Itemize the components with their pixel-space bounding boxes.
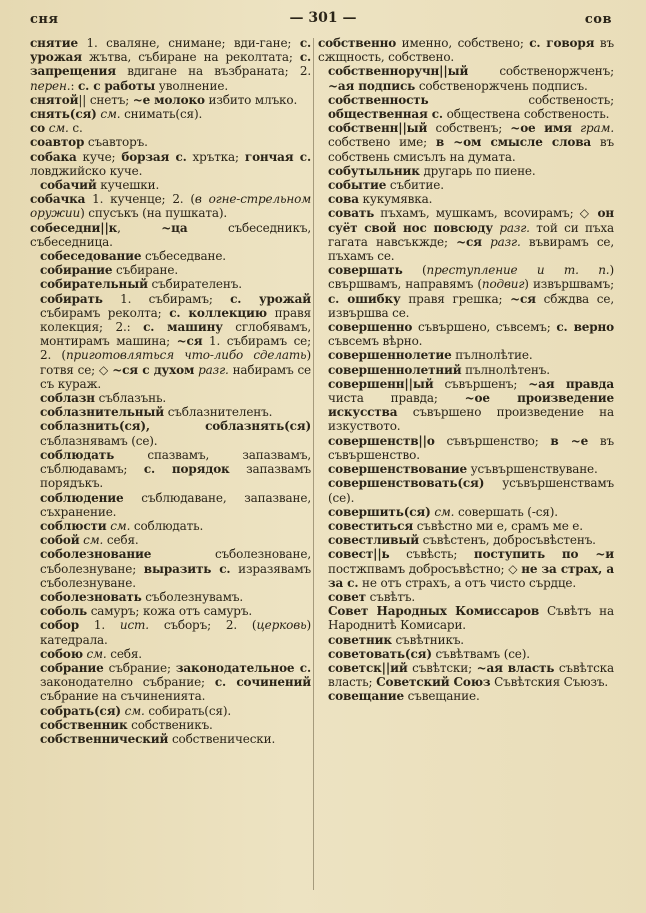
headword-text: совершенствование xyxy=(328,462,467,477)
headword-text: снятой xyxy=(30,92,79,107)
headword-text: ~ое произведение искусства xyxy=(328,391,614,420)
definition-text: не отъ страхъ, а отъ чисто сърдце. xyxy=(358,575,577,590)
headword-text: совершенно xyxy=(328,320,413,335)
definition-text: 1. кученце; 2. ( xyxy=(85,192,195,207)
headword-text: собственно xyxy=(318,36,397,50)
headword-text: в ~ом смысле слова xyxy=(435,135,592,150)
definition-text: самуръ; кожа отъ самуръ. xyxy=(87,604,252,619)
headword-text: соблазн xyxy=(40,391,95,406)
dictionary-entry xyxy=(30,135,311,149)
headword-text: собой xyxy=(40,533,80,548)
definition-text: сбждва се, извършва се. xyxy=(328,291,614,320)
definition-text: изразявамъ съболезнуване. xyxy=(40,561,311,590)
dictionary-entry xyxy=(30,419,311,447)
definition-text: 1. събирамъ се; 2. ( xyxy=(40,334,312,363)
definition-text: собственически. xyxy=(168,731,276,746)
dictionary-entry xyxy=(318,320,614,348)
dictionary-entry xyxy=(30,263,311,277)
headword-text: общественная с. xyxy=(328,107,443,122)
definition-text: пълнолѣтие. xyxy=(451,348,533,363)
headword-text: соболезнование xyxy=(40,547,152,562)
headword-text: ~ся xyxy=(510,291,536,306)
headword-text: соболезновать xyxy=(40,589,142,604)
label-text: перен. xyxy=(30,78,71,93)
definition-text: пъхамъ, мушкамъ, вcovирамъ; ◇ xyxy=(374,206,598,221)
dictionary-entry xyxy=(30,221,311,249)
definition-text: запазвамъ порядъкъ. xyxy=(40,462,312,491)
headword-text: совершеннолетие xyxy=(328,348,452,363)
definition-text: 1. xyxy=(78,618,120,633)
definition-text: съвещание. xyxy=(404,689,480,704)
dictionary-entry xyxy=(30,547,311,590)
headword-text: собачка xyxy=(30,192,86,207)
headword-text: совершеннолетний xyxy=(328,362,462,377)
definition-text: собственикъ. xyxy=(127,717,213,732)
headword-text: собирание xyxy=(40,263,113,278)
page-number: — 301 — xyxy=(289,10,357,26)
definition-text: набирамъ се съ кураж. xyxy=(40,362,311,391)
headword-text: с. машину xyxy=(143,320,223,335)
headword-text: Совет Народных Комиссаров xyxy=(328,604,540,619)
headword-text: ~ая власть xyxy=(476,660,555,675)
dictionary-entry xyxy=(30,491,311,519)
headword-text: совершать xyxy=(328,263,403,278)
definition-text: собирать(ся). xyxy=(144,703,232,718)
headword-text: с. ошибку xyxy=(328,291,401,306)
dictionary-entry xyxy=(30,277,311,291)
headword-text: собственноручн||ый xyxy=(328,64,469,79)
definition-text: : xyxy=(70,78,78,93)
definition-text: съвѣстенъ, добросъвѣстенъ. xyxy=(419,533,596,548)
definition-text: събирамъ реколта; xyxy=(40,305,170,320)
dictionary-entry xyxy=(318,689,614,703)
dictionary-entry xyxy=(318,633,614,647)
dictionary-entry xyxy=(30,704,311,718)
definition-text: пълнолѣтенъ. xyxy=(461,362,550,377)
definition-text: постжпвамъ добросъвѣстно; ◇ xyxy=(328,561,522,576)
headword-text: ~ся с духом xyxy=(112,362,195,377)
definition-text: ) катедрала. xyxy=(40,618,311,647)
headword-text: совестливый xyxy=(328,533,420,548)
label-text: см. xyxy=(434,504,455,519)
definition-text: съвѣстно ми е, срамъ ме е. xyxy=(413,518,583,533)
definition-text: правя колекция; 2.: xyxy=(40,305,311,335)
headword-text: событие xyxy=(328,178,387,193)
definition-text: ) готвя се; ◇ xyxy=(40,348,311,377)
definition-text: въ съвършенство. xyxy=(328,433,614,462)
definition-text: спазвамъ, запазвамъ, съблюдавамъ; xyxy=(40,447,311,477)
definition-text: съблазнителенъ. xyxy=(164,405,273,420)
definition-text: хрътка; xyxy=(186,149,245,164)
headword-text: собирать xyxy=(40,291,103,306)
right-column xyxy=(318,36,614,704)
definition-text: съвършено, съвсемъ; xyxy=(412,320,557,335)
dictionary-entry xyxy=(318,377,614,434)
definition-text: събитие. xyxy=(386,178,444,193)
dictionary-entry xyxy=(318,64,614,92)
headword-text: соблюдать xyxy=(40,447,115,462)
definition-text: себя. xyxy=(106,646,142,661)
dictionary-entry xyxy=(318,36,614,64)
headword-text: снятие xyxy=(30,36,79,50)
headword-text: со xyxy=(30,121,46,136)
headword-text: собирательный xyxy=(40,277,148,292)
dictionary-entry xyxy=(318,462,614,476)
dictionary-entry xyxy=(318,263,614,320)
headword-text: соблюсти xyxy=(40,518,107,533)
definition-text: сглобявамъ, монтирамъ машина; xyxy=(40,320,311,349)
label-text: см. xyxy=(48,121,69,136)
definition-text: Съвѣтския Съюзъ. xyxy=(490,675,609,690)
headword-text: ~ая подпись xyxy=(328,78,416,93)
label-text: приготовляться что-либо сделать xyxy=(65,348,307,363)
label-text: церковь xyxy=(256,618,307,633)
headword-text: с. с работы xyxy=(78,78,156,93)
definition-text: събиране. xyxy=(112,263,179,278)
header-right-guideword: сов xyxy=(584,12,612,27)
label-text: разг. xyxy=(490,234,521,249)
headword-text: советск||ий xyxy=(328,660,408,675)
definition-text: ( xyxy=(402,263,427,278)
definition-text: съвѣсть; xyxy=(389,547,474,562)
dictionary-entry xyxy=(30,36,311,93)
definition-text: съблазънь. xyxy=(94,391,167,406)
dictionary-entry xyxy=(30,107,311,121)
dictionary-entry xyxy=(30,150,311,178)
dictionary-entry xyxy=(30,590,311,604)
headword-text: ~ся xyxy=(176,334,203,349)
dictionary-entry xyxy=(318,434,614,462)
headword-text: с. запрещения xyxy=(30,50,311,79)
definition-text: съвѣтъ. xyxy=(365,589,416,604)
headword-text: ~ое имя xyxy=(510,121,572,136)
definition-text: Съвѣтъ на Народнитѣ Комисари. xyxy=(328,604,614,633)
dictionary-entry xyxy=(318,206,614,263)
headword-text: соболь xyxy=(40,604,88,619)
dictionary-entry xyxy=(30,178,311,192)
dictionary-entry xyxy=(318,121,614,164)
dictionary-entry xyxy=(318,533,614,547)
page-header xyxy=(0,8,646,30)
definition-text: 1. сваляне, снимане; вди-гане; xyxy=(78,36,300,50)
headword-text: ~ца xyxy=(161,220,188,235)
definition-text: избито млъко. xyxy=(204,92,298,107)
dictionary-entry xyxy=(30,292,311,391)
headword-text: выразить с. xyxy=(143,561,231,576)
definition-text: себя. xyxy=(103,533,139,548)
headword-text: поступить по ~и xyxy=(473,547,614,562)
left-column xyxy=(30,36,311,746)
headword-text: совет xyxy=(328,589,366,604)
definition-text: собственость; xyxy=(428,92,614,107)
definition-text: съборъ; 2. ( xyxy=(148,618,257,633)
label-text: см. xyxy=(110,518,131,533)
label-text: ист. xyxy=(119,618,149,633)
definition-text: , xyxy=(117,220,162,235)
label-text: подвиг xyxy=(481,277,525,292)
definition-text: съвършенство; xyxy=(434,433,551,448)
headword-text: собеседни||к xyxy=(30,220,118,235)
headword-text: снять(ся) xyxy=(30,107,97,122)
dictionary-entry xyxy=(30,533,311,547)
definition-text: собствено име; xyxy=(328,135,436,150)
headword-text: не за страх, а за с. xyxy=(328,561,614,590)
definition-text: съвсемъ вѣрно. xyxy=(328,334,423,349)
dictionary-entry xyxy=(318,519,614,533)
headword-text: с. порядок xyxy=(143,462,230,477)
label-text: разг. xyxy=(499,220,530,235)
definition-text: въ собствень смисълъ на думата. xyxy=(328,135,614,164)
headword-text: с. урожай xyxy=(230,291,311,306)
headword-text: совест||ь xyxy=(328,547,390,562)
definition-text: правя грешка; xyxy=(400,291,511,306)
dictionary-entry xyxy=(30,405,311,419)
definition-text: събеседникъ, събеседница. xyxy=(30,220,311,249)
definition-text xyxy=(482,235,490,249)
label-text: грам. xyxy=(580,121,614,136)
dictionary-entry xyxy=(318,93,614,121)
dictionary-entry xyxy=(318,505,614,519)
column-divider xyxy=(313,38,314,890)
headword-text: ~е молоко xyxy=(132,92,205,107)
headword-text: совершенн||ый xyxy=(328,376,434,391)
definition-text: съвѣтвамъ (се). xyxy=(431,646,530,661)
definition-text: собственъ; xyxy=(427,121,511,136)
definition-text: чиста правда; xyxy=(328,391,465,406)
dictionary-entry xyxy=(30,732,311,746)
headword-text: собачий xyxy=(40,178,97,193)
definition-text: жътва, събиране на реколтата; xyxy=(81,50,300,65)
label-text: разг. xyxy=(198,362,229,377)
definition-text: събрание на съчиненията. xyxy=(40,689,206,704)
dictionary-entry xyxy=(30,618,311,646)
headword-text: собеседование xyxy=(40,249,142,264)
headword-text: борзая с. xyxy=(121,149,187,164)
definition-text: съболезнувамъ. xyxy=(141,589,244,604)
dictionary-entry xyxy=(318,547,614,590)
definition-text: с. xyxy=(68,121,83,136)
definition-text: съвѣтска власть; xyxy=(328,660,615,690)
headword-text: в ~е xyxy=(550,433,589,448)
label-text: см. xyxy=(100,107,121,122)
dictionary-entry xyxy=(30,647,311,661)
dictionary-entry xyxy=(318,178,614,192)
headword-text: соблазнить(ся), соблазнять(ся) xyxy=(40,419,311,434)
headword-text: совещание xyxy=(328,689,405,704)
headword-text: совать xyxy=(328,206,375,221)
definition-text: съвѣтски; xyxy=(407,660,477,675)
dictionary-entry xyxy=(318,647,614,661)
headword-text: собственн||ый xyxy=(328,121,428,136)
definition-text: усъвършенствуване. xyxy=(466,462,598,477)
headword-text: собор xyxy=(40,618,79,633)
headword-text: собрать(ся) xyxy=(40,703,121,718)
definition-text: съвършенъ; xyxy=(433,376,529,391)
dictionary-entry xyxy=(318,164,614,178)
dictionary-entry xyxy=(30,121,311,135)
definition-text: съблазнявамъ (се). xyxy=(40,433,158,448)
definition-text: другарь по пиене. xyxy=(419,163,536,178)
headword-text: собрание xyxy=(40,660,104,675)
headword-text: собака xyxy=(30,149,77,164)
definition-text: събирателенъ. xyxy=(147,277,242,292)
headword-text: совеститься xyxy=(328,518,414,533)
headword-text: советовать(ся) xyxy=(328,646,432,661)
headword-text: собственнический xyxy=(40,731,169,746)
headword-text: совершенств||о xyxy=(328,433,435,448)
definition-text: въвирамъ се, пъхамъ се. xyxy=(328,234,614,264)
definition-text: ) свършвамъ, направямъ ( xyxy=(328,263,615,292)
headword-text: с. верно xyxy=(556,320,614,335)
definition-text: куче; xyxy=(76,149,122,164)
definition-text: съболезноване, съболезнуване; xyxy=(40,547,311,576)
dictionary-entry xyxy=(318,604,614,632)
definition-text: уволнение. xyxy=(155,78,228,93)
definition-text: именно, собствено; xyxy=(396,36,530,50)
label-text: см. xyxy=(124,703,145,718)
dictionary-entry xyxy=(318,192,614,206)
headword-text: соавтор xyxy=(30,135,85,150)
dictionary-entry xyxy=(30,519,311,533)
dictionary-entry xyxy=(318,661,614,689)
label-text: преступление и т. п. xyxy=(426,263,610,278)
dictionary-entry xyxy=(30,249,311,263)
definition-text: съвѣтникъ. xyxy=(391,632,464,647)
definition-text: усъвършенствамъ (се). xyxy=(328,476,614,505)
headword-text: с. коллекцию xyxy=(169,305,267,320)
definition-text: ) спусъкъ (на пушката). xyxy=(80,206,228,221)
dictionary-entry xyxy=(318,590,614,604)
definition-text: вдигане на възбраната; 2. xyxy=(115,64,311,79)
headword-text: с. сочинений xyxy=(214,675,311,690)
definition-text: соблюдать. xyxy=(130,518,204,533)
headword-text: совершить(ся) xyxy=(328,504,431,519)
headword-text: собственность xyxy=(328,92,429,107)
definition-text: съавторъ. xyxy=(84,135,148,150)
dictionary-entry xyxy=(30,192,311,220)
definition-text: кучешки. xyxy=(96,178,160,193)
definition-text: совершать (-ся). xyxy=(454,504,558,519)
definition-text: законодателно събрание; xyxy=(40,675,215,690)
definition-text: собственоржченъ; xyxy=(468,64,614,79)
headword-text: советник xyxy=(328,632,392,647)
headword-text: с. урожая xyxy=(30,36,311,65)
headword-text: он суёт свой нос повсюду xyxy=(328,206,614,235)
dictionary-entry xyxy=(318,363,614,377)
definition-text: той си пъха гагата навсъкжде; xyxy=(328,220,614,249)
dictionary-entry xyxy=(30,448,311,491)
headword-text: ~ая правда xyxy=(528,376,614,391)
definition-text: въ сжщность, собствено. xyxy=(318,36,614,65)
header-left-guideword: сня xyxy=(30,12,59,27)
definition-text: кукумявка. xyxy=(358,192,433,207)
dictionary-entry xyxy=(30,93,311,107)
headword-text: собутыльник xyxy=(328,163,420,178)
label-text: см. xyxy=(86,646,107,661)
dictionary-entry xyxy=(318,476,614,504)
dictionary-entry xyxy=(30,661,311,704)
headword-text: ~ся xyxy=(456,234,482,249)
definition-text: обществена собственость. xyxy=(442,107,610,122)
definition-text xyxy=(572,121,580,135)
headword-text: законодательное с. xyxy=(175,660,311,675)
dictionary-entry xyxy=(30,718,311,732)
label-text: см. xyxy=(83,533,104,548)
headword-text: с. говоря xyxy=(529,36,595,50)
definition-text: събрание; xyxy=(103,660,176,675)
label-text: в огне-стрельном оружии xyxy=(30,192,311,221)
dictionary-entry xyxy=(318,348,614,362)
definition-text: ловджийско куче. xyxy=(30,163,143,178)
definition-text: ) извършвамъ; xyxy=(524,277,614,292)
headword-text: гончая с. xyxy=(244,149,311,164)
headword-text: совершенствовать(ся) xyxy=(328,476,485,491)
dictionary-entry xyxy=(30,391,311,405)
definition-text: съвършено произведение на изкуството. xyxy=(328,405,614,434)
headword-text: собственник xyxy=(40,717,128,732)
headword-text: соблюдение xyxy=(40,490,124,505)
headword-text: собою xyxy=(40,646,83,661)
definition-text: 1. събирамъ; xyxy=(102,291,231,306)
definition-text: || снетъ; xyxy=(78,92,133,107)
definition-text: събеседване. xyxy=(141,249,226,264)
headword-text: соблазнительный xyxy=(40,405,165,420)
dictionary-entry xyxy=(30,604,311,618)
headword-text: Советский Союз xyxy=(376,675,491,690)
headword-text: сова xyxy=(328,192,359,207)
definition-text: снимать(ся). xyxy=(120,107,203,122)
definition-text: собственоржчень подписъ. xyxy=(415,78,588,93)
definition-text: съблюдаване, запазване, съхранение. xyxy=(40,490,311,519)
